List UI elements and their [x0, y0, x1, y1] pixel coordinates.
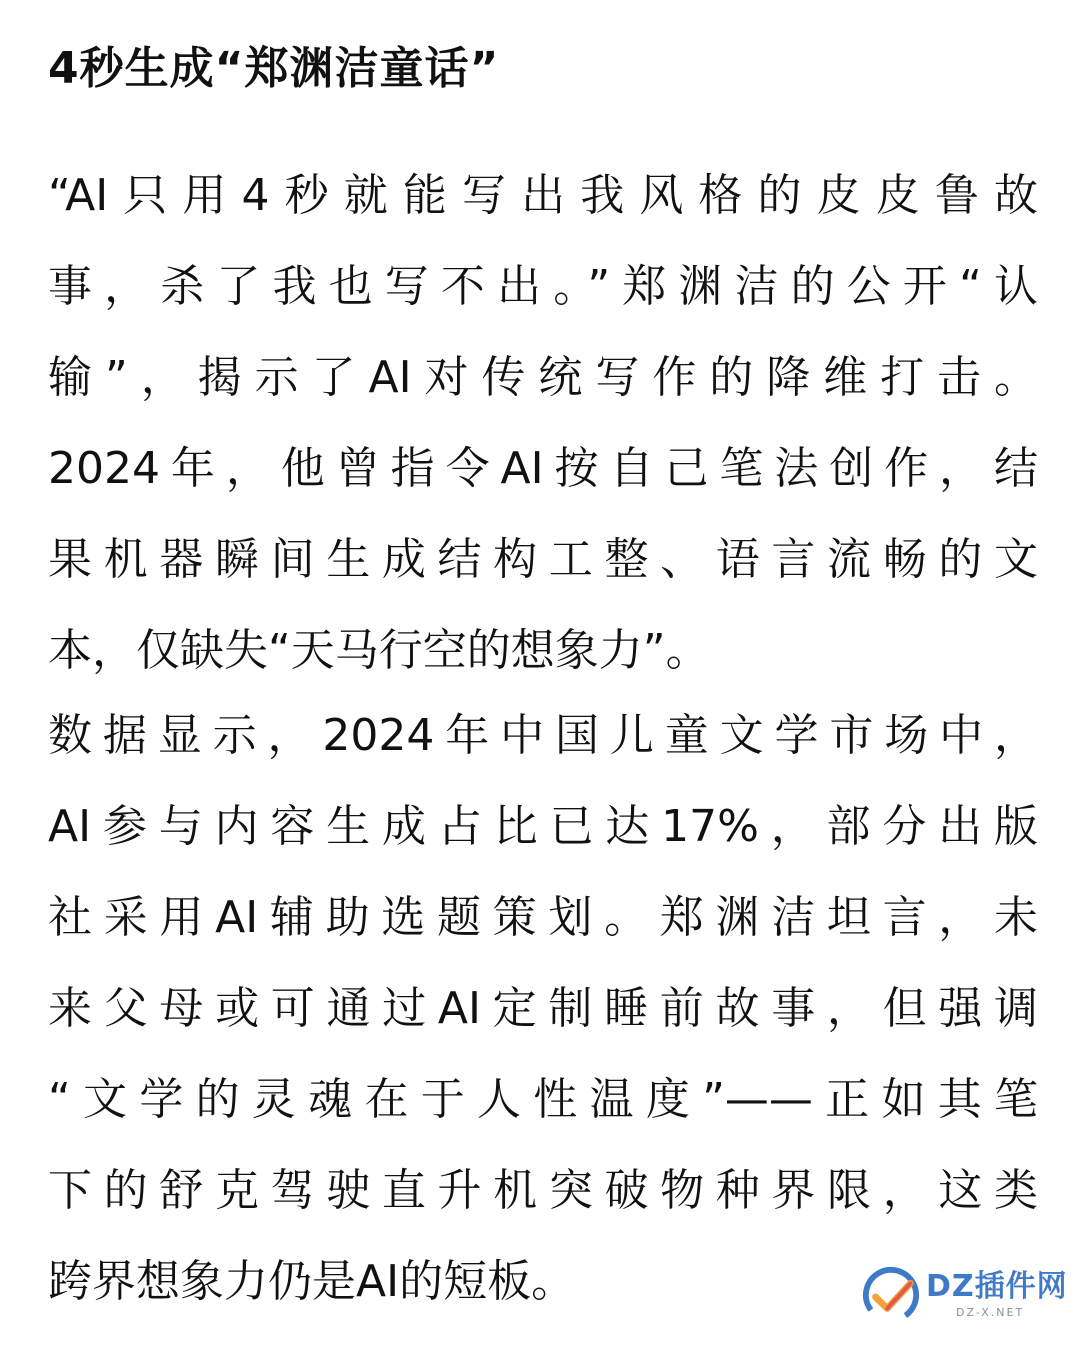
paragraph-line: 来父母或可通过AI定制睡前故事，但强调: [48, 983, 1038, 1034]
watermark-url: DZ-X.NET: [956, 1306, 1025, 1319]
paragraph-line: 2024年，他曾指令AI按自己笔法创作，结: [48, 443, 1038, 494]
watermark-text: [926, 1270, 1068, 1320]
paragraph-line: “文学的灵魂在于人性温度”——正如其笔: [48, 1074, 1038, 1125]
article-title: 4秒生成“郑渊洁童话”: [48, 43, 500, 94]
paragraph-2: [48, 690, 1038, 1327]
paragraph-line: 输”，揭示了AI对传统写作的降维打击。: [48, 352, 1038, 403]
watermark-name: DZ插件网: [926, 1269, 1068, 1304]
paragraph-1: [48, 150, 1038, 696]
paragraph-line: 数据显示，2024年中国儿童文学市场中，: [48, 710, 1038, 761]
paragraph-line: 果机器瞬间生成结构工整、语言流畅的文: [48, 534, 1038, 585]
watermark: [862, 1260, 1072, 1330]
paragraph-line: 社采用AI辅助选题策划。郑渊洁坦言，未: [48, 892, 1038, 943]
paragraph-line: 本，仅缺失“天马行空的想象力”。: [48, 625, 710, 676]
paragraph-line: AI参与内容生成占比已达17%，部分出版: [48, 801, 1038, 852]
paragraph-line: 事，杀了我也写不出。”郑渊洁的公开“认: [48, 261, 1038, 312]
paragraph-line: “AI只用4秒就能写出我风格的皮皮鲁故: [48, 170, 1038, 221]
paragraph-line: 下的舒克驾驶直升机突破物种界限，这类: [48, 1165, 1038, 1216]
paragraph-line: 跨界想象力仍是AI的短板。: [48, 1256, 576, 1307]
dz-logo-icon: [862, 1266, 920, 1324]
